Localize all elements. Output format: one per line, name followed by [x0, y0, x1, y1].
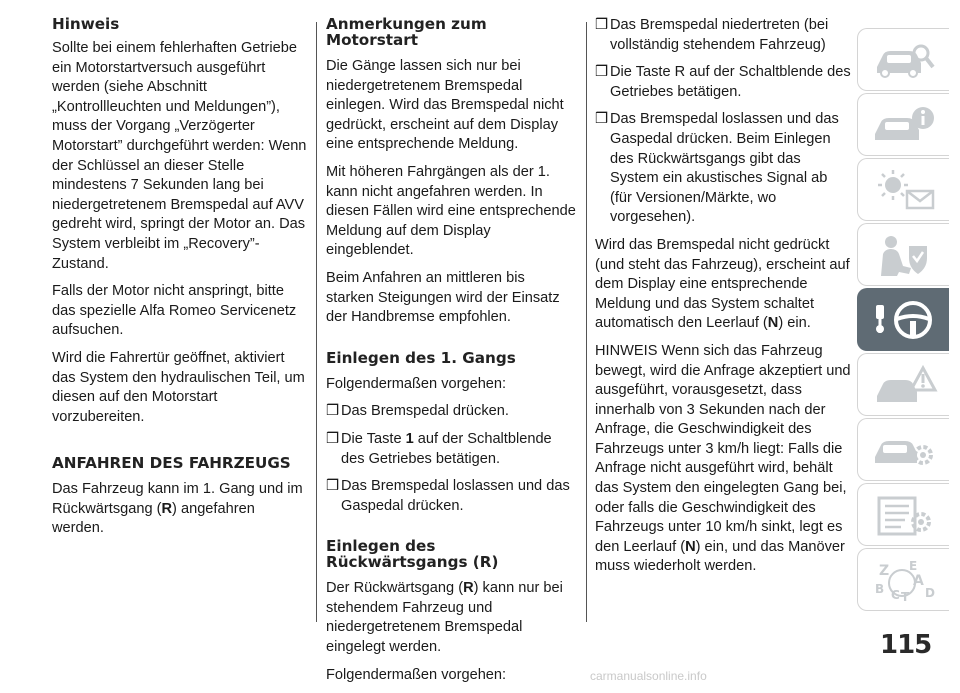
airbag-safety-icon	[869, 232, 939, 278]
hinweis-text: Sollte bei einem fehlerhaften Getriebe ein Motorstartversuch ausgeführt werden (siehe Abschnitt „Kontrollleuchten und Meldungen”), muss der Vorgang „Verzögerter Motorstart” durchgeführt werden: Wenn der Schlüssel an dieser Stelle mindestens 7 Sekunden lang bei niedergetretenem Bremspedal auf AVV gedreht wird, springt der Motor an. Das System verbleibt im „Recovery”-Zustand.	[52, 40, 307, 272]
list-item: ❒ Die Taste 1 auf der Schaltblende des Getriebes betätigen.	[326, 430, 552, 467]
paragraph-anfahren: Das Fahrzeug kann im 1. Gang und im Rückwärtsgang (R) angefahren werden.	[52, 481, 303, 537]
paragraph-servicenetz: Falls der Motor nicht anspringt, bitte das spezielle Alfa Romeo Servicenetz aufsuchen.	[52, 283, 297, 339]
index-letter: B	[874, 581, 884, 596]
gang1-intro: Folgendermaßen vorgehen:	[326, 375, 507, 392]
checkbox-bullet-icon: ❒	[595, 111, 609, 128]
heading-anfahren: ANFAHREN DES FAHRZEUGS	[52, 454, 291, 473]
paragraph-fahrertuer: Wird die Fahrertür geöffnet, aktiviert das System den hydraulischen Teil, um diesen auf den Motorstart vorzubereiten.	[52, 349, 305, 425]
tab-starting-driving[interactable]	[857, 288, 949, 351]
tab-emergency[interactable]	[857, 353, 949, 416]
tab-car-search[interactable]	[857, 28, 949, 91]
index-letter: C	[890, 587, 900, 602]
car-maintenance-icon	[869, 427, 939, 473]
car-search-icon	[869, 37, 939, 83]
rueck-steps	[595, 16, 851, 228]
car-info-icon	[869, 102, 939, 148]
index-letter: T	[900, 589, 909, 603]
column-divider-1	[316, 22, 317, 622]
list-item: ❒ Das Bremspedal niedertreten (bei vollständig stehendem Fahrzeug)	[595, 17, 829, 53]
paragraph-leerlauf: Wird das Bremspedal nicht gedrückt (und steht das Fahrzeug), erscheint auf dem Display eine entsprechende Meldung und das System schaltet automatisch den Leerlauf (N) ein.	[595, 236, 850, 332]
tab-warning-lights[interactable]	[857, 158, 949, 221]
list-item: ❒ Die Taste R auf der Schaltblende des Getriebes betätigen.	[595, 64, 851, 100]
tab-car-info[interactable]	[857, 93, 949, 156]
column-1	[52, 16, 310, 547]
rueck-intro: Folgendermaßen vorgehen:	[326, 666, 507, 683]
watermark: carmanualsonline.info	[590, 669, 707, 683]
paragraph-gaenge: Die Gänge lassen sich nur bei niedergetretenem Bremspedal einlegen. Wird das Bremspedal nicht gedrückt, erscheint auf dem Display eine entsprechende Meldung.	[326, 58, 564, 153]
list-item: ❒ Das Bremspedal drücken.	[326, 402, 576, 422]
list-item: ❒ Das Bremspedal loslassen und das Gaspedal drücken.	[326, 478, 570, 514]
checkbox-bullet-icon: ❒	[326, 403, 340, 420]
tab-index[interactable]	[857, 548, 949, 611]
checkbox-bullet-icon: ❒	[326, 430, 340, 447]
tab-technical-data[interactable]	[857, 483, 949, 546]
checkbox-bullet-icon: ❒	[326, 478, 340, 495]
gang1-steps	[326, 402, 576, 516]
column-divider-2	[586, 22, 587, 622]
page-number: 115	[880, 630, 932, 660]
heading-rueckwaertsgang: Einlegen des Rückwärtsgangs (R)	[326, 537, 499, 572]
tab-safety[interactable]	[857, 223, 949, 286]
hinweis-title: Hinweis	[52, 15, 120, 33]
list-item: ❒ Das Bremspedal loslassen und das Gaspedal drücken. Beim Einlegen des Rückwärtsgangs gibt das System ein akustisches Signal ab (für Versionen/Märkte, wo vorgesehen).	[595, 111, 839, 226]
tab-maintenance[interactable]	[857, 418, 949, 481]
key-steering-wheel-icon	[869, 297, 939, 343]
checkbox-bullet-icon: ❒	[595, 17, 609, 33]
heading-anmerkungen: Anmerkungen zum Motorstart	[326, 15, 487, 49]
technical-data-icon	[869, 492, 939, 538]
paragraph-hinweis-fahrzeug: HINWEIS Wenn sich das Fahrzeug bewegt, wird die Anfrage akzeptiert und ausgeführt, vorausgesetzt, dass innerhalb von 3 Sekunden nach der Anfrage, die Geschwindigkeit des Fahrzeugs unter 3 km/h liegt: Falls die Anfrage nicht ausgeführt wird, behält das System den eingelegten Gang bei, oder falls die Geschwindigkeit des Fahrzeugs unter 10 km/h sinkt, legt es den Leerlauf (N) ein, und das Manöver muss wiederholt werden.	[595, 342, 851, 575]
index-letter: Z	[878, 562, 889, 579]
index-letter: D	[924, 585, 935, 600]
chapter-tabs	[857, 28, 949, 613]
checkbox-bullet-icon: ❒	[595, 64, 609, 81]
emergency-icon	[869, 362, 939, 408]
paragraph-rueckwaertsgang: Der Rückwärtsgang (R) kann nur bei stehendem Fahrzeug und niedergetretenem Bremspedal eingelegt werden.	[326, 580, 563, 656]
heading-gang1: Einlegen des 1. Gangs	[326, 348, 516, 367]
alphabetical-index-icon	[869, 557, 939, 603]
index-letter: A	[912, 572, 924, 589]
index-letter: E	[908, 558, 917, 573]
warning-light-message-icon	[869, 167, 939, 213]
column-3	[595, 16, 851, 585]
paragraph-steigungen: Beim Anfahren an mittleren bis starken Steigungen wird der Einsatz der Handbremse empfohlen.	[326, 269, 560, 326]
column-2	[326, 16, 576, 693]
paragraph-hoehere-gaenge: Mit höheren Fahrgängen als der 1. kann nicht angefahren werden. In diesen Fällen wird eine entsprechende Meldung auf dem Display eingeblendet.	[326, 163, 576, 259]
